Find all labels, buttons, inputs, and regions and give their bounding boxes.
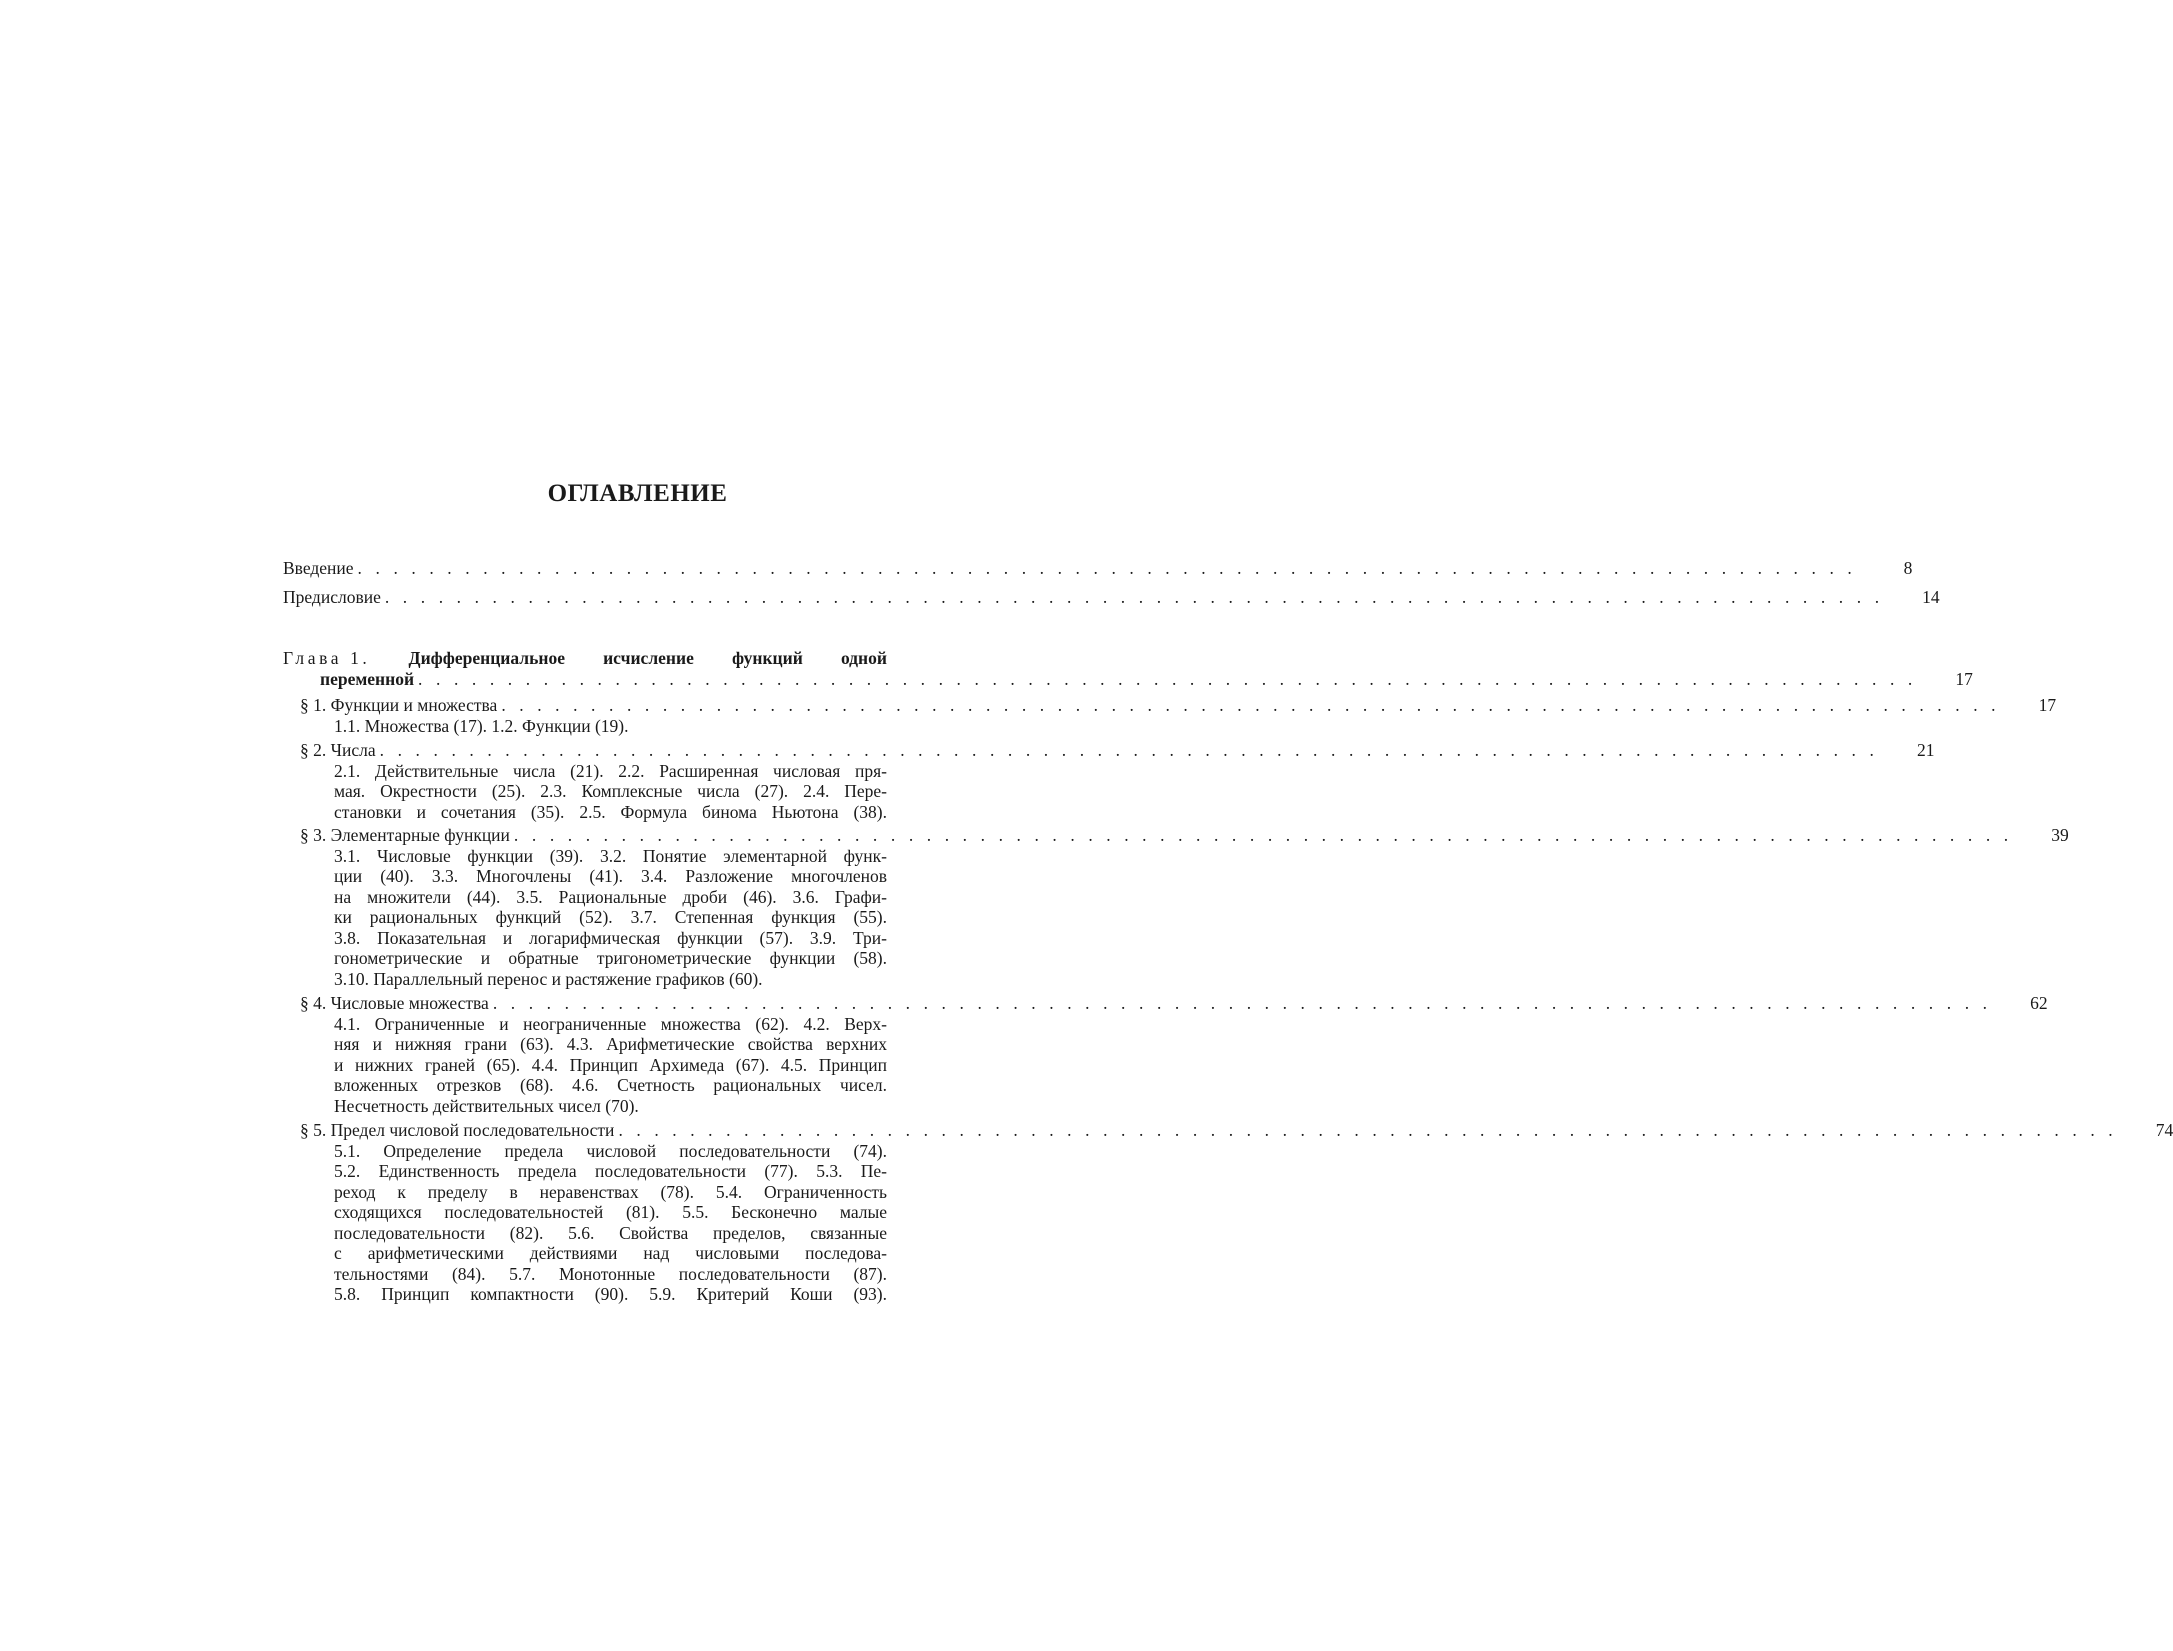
section-subtopics <box>283 846 887 990</box>
subtopic-line: мая. Окрестности (25). 2.3. Комплексные числа (27). 2.4. Пере- <box>334 781 887 801</box>
leader-dots: . . . . . . . . . . . . . . . . . . . . . . . . . . . . . . . . . . . . . . . . . . . . . . . . . . . . . . . . . . . . . . . . . . . . . . . . . . . . . . . . . . . . <box>418 668 1917 689</box>
subtopic-line: 3.10. Параллельный перенос и растяжение графиков (60). <box>334 968 763 989</box>
toc-section <box>283 695 2057 736</box>
toc-section <box>283 740 1935 822</box>
page-title: ОГЛАВЛЕНИЕ <box>547 480 728 507</box>
section-title: § 4. Числовые множества <box>300 993 489 1013</box>
toc-entry-label: Введение <box>283 558 354 578</box>
section-heading[interactable] <box>283 695 2057 716</box>
leader-dots: . . . . . . . . . . . . . . . . . . . . . . . . . . . . . . . . . . . . . . . . . . . . . . . . . . . . . . . . . . . . . . . . . . . . . . . . . . . . . . . . . . . . <box>501 695 2001 715</box>
toc-section <box>283 1120 2173 1305</box>
toc-page-number: 17 <box>1955 668 1973 689</box>
leader-dots: . . . . . . . . . . . . . . . . . . . . . . . . . . . . . . . . . . . . . . . . . . . . . . . . . . . . . . . . . . . . . . . . . . . . . . . . . . . . . . . . . . . . <box>384 587 1884 607</box>
toc-page-number: 74 <box>2155 1120 2173 1140</box>
section-heading[interactable] <box>283 825 2069 846</box>
subtopic-line: 5.2. Единственность предела последовательности (77). 5.3. Пе- <box>334 1161 887 1181</box>
chapter-title-word: исчисление <box>603 648 694 668</box>
leader-dots: . . . . . . . . . . . . . . . . . . . . . . . . . . . . . . . . . . . . . . . . . . . . . . . . . . . . . . . . . . . . . . . . . . . . . . . . . . . . . . . . . . . . <box>492 993 1992 1013</box>
toc-page-number: 21 <box>1916 740 1935 760</box>
leader-dots: . . . . . . . . . . . . . . . . . . . . . . . . . . . . . . . . . . . . . . . . . . . . . . . . . . . . . . . . . . . . . . . . . . . . . . . . . . . . . . . . . . . . <box>513 825 2013 845</box>
subtopic-line: 1.1. Множества (17). 1.2. Функции (19). <box>334 715 629 736</box>
subtopic-line: с арифметическими действиями над числовыми последова- <box>334 1243 887 1263</box>
toc-page-number: 62 <box>2030 993 2048 1013</box>
section-heading[interactable] <box>283 1120 2173 1141</box>
subtopic-line: гонометрические и обратные тригонометрические функции (58). <box>334 948 887 968</box>
section-title: § 5. Предел числовой последовательности <box>300 1120 615 1140</box>
subtopic-line: последовательности (82). 5.6. Свойства пределов, связанные <box>334 1222 887 1243</box>
section-title: § 2. Числа <box>300 740 376 760</box>
subtopic-line: становки и сочетания (35). 2.5. Формула бинома Ньютона (38). <box>334 801 887 822</box>
toc-page-number: 17 <box>2038 695 2057 715</box>
subtopic-line: 5.8. Принцип компактности (90). 5.9. Критерий Коши (93). <box>334 1284 887 1304</box>
section-title: § 3. Элементарные функции <box>300 825 510 845</box>
subtopic-line: вложенных отрезков (68). 4.6. Счетность рациональных чисел. <box>334 1075 887 1095</box>
leader-dots: . . . . . . . . . . . . . . . . . . . . . . . . . . . . . . . . . . . . . . . . . . . . . . . . . . . . . . . . . . . . . . . . . . . . . . . . . . . . . . . . . . . . <box>357 558 1857 578</box>
toc-page-number: 14 <box>1922 587 1940 607</box>
section-subtopics <box>283 761 887 823</box>
subtopic-line: реход к пределу в неравенствах (78). 5.4. Ограниченность <box>334 1181 887 1202</box>
subtopic-line: и нижних граней (65). 4.4. Принцип Архимеда (67). 4.5. Принцип <box>334 1054 887 1075</box>
toc-entry-preface[interactable] <box>283 587 1940 616</box>
subtopic-line: ции (40). 3.3. Многочлены (41). 3.4. Разложение многочленов <box>334 866 887 886</box>
leader-dots: . . . . . . . . . . . . . . . . . . . . . . . . . . . . . . . . . . . . . . . . . . . . . . . . . . . . . . . . . . . . . . . . . . . . . . . . . . . . . . . . . . . . <box>618 1120 2118 1140</box>
subtopic-line: няя и нижняя грани (63). 4.3. Арифметические свойства верхних <box>334 1034 887 1054</box>
section-heading[interactable] <box>283 993 2048 1014</box>
chapter-title-word: Дифференциальное <box>408 648 565 668</box>
section-subtopics <box>283 716 887 737</box>
subtopic-line: на множители (44). 3.5. Рациональные дроби (46). 3.6. Графи- <box>334 886 887 907</box>
toc-section <box>283 825 2069 989</box>
subtopic-line: 3.8. Показательная и логарифмическая функции (57). 3.9. Три- <box>334 927 887 948</box>
chapter-title-word: функций <box>731 648 803 668</box>
subtopic-line: ки рациональных функций (52). 3.7. Степенная функция (55). <box>334 907 887 927</box>
section-subtopics <box>283 1014 887 1117</box>
chapter-heading[interactable] <box>283 648 887 669</box>
section-title: § 1. Функции и множества <box>300 695 498 715</box>
subtopic-line: 2.1. Действительные числа (21). 2.2. Расширенная числовая пря- <box>334 760 887 781</box>
toc-section <box>283 993 2048 1116</box>
section-heading[interactable] <box>283 740 1935 761</box>
toc-entry-label: Предисловие <box>283 587 381 607</box>
front-matter-list <box>283 558 1940 616</box>
toc-page-number: 39 <box>2051 825 2069 845</box>
chapter-label: Глава 1. <box>283 648 371 668</box>
subtopic-line: сходящихся последовательностей (81). 5.5. Бесконечно малые <box>334 1202 887 1222</box>
subtopic-line: 5.1. Определение предела числовой последовательности (74). <box>334 1140 887 1161</box>
subtopic-line: 3.1. Числовые функции (39). 3.2. Понятие элементарной функ- <box>334 845 887 866</box>
subtopic-line: Несчетность действительных чисел (70). <box>334 1095 639 1116</box>
chapter-1 <box>283 648 2173 1305</box>
leader-dots: . . . . . . . . . . . . . . . . . . . . . . . . . . . . . . . . . . . . . . . . . . . . . . . . . . . . . . . . . . . . . . . . . . . . . . . . . . . . . . . . . . . . <box>379 740 1879 760</box>
section-subtopics <box>283 1141 887 1305</box>
chapter-title-word: переменной <box>320 668 415 689</box>
toc-entry-introduction[interactable] <box>283 558 1913 587</box>
toc-page-number: 8 <box>1903 558 1913 578</box>
subtopic-line: тельностями (84). 5.7. Монотонные последовательности (87). <box>334 1263 887 1284</box>
subtopic-line: 4.1. Ограниченные и неограниченные множества (62). 4.2. Верх- <box>334 1013 887 1034</box>
chapter-title-word: одной <box>840 648 887 668</box>
chapter-heading-continuation[interactable] <box>283 668 1973 690</box>
